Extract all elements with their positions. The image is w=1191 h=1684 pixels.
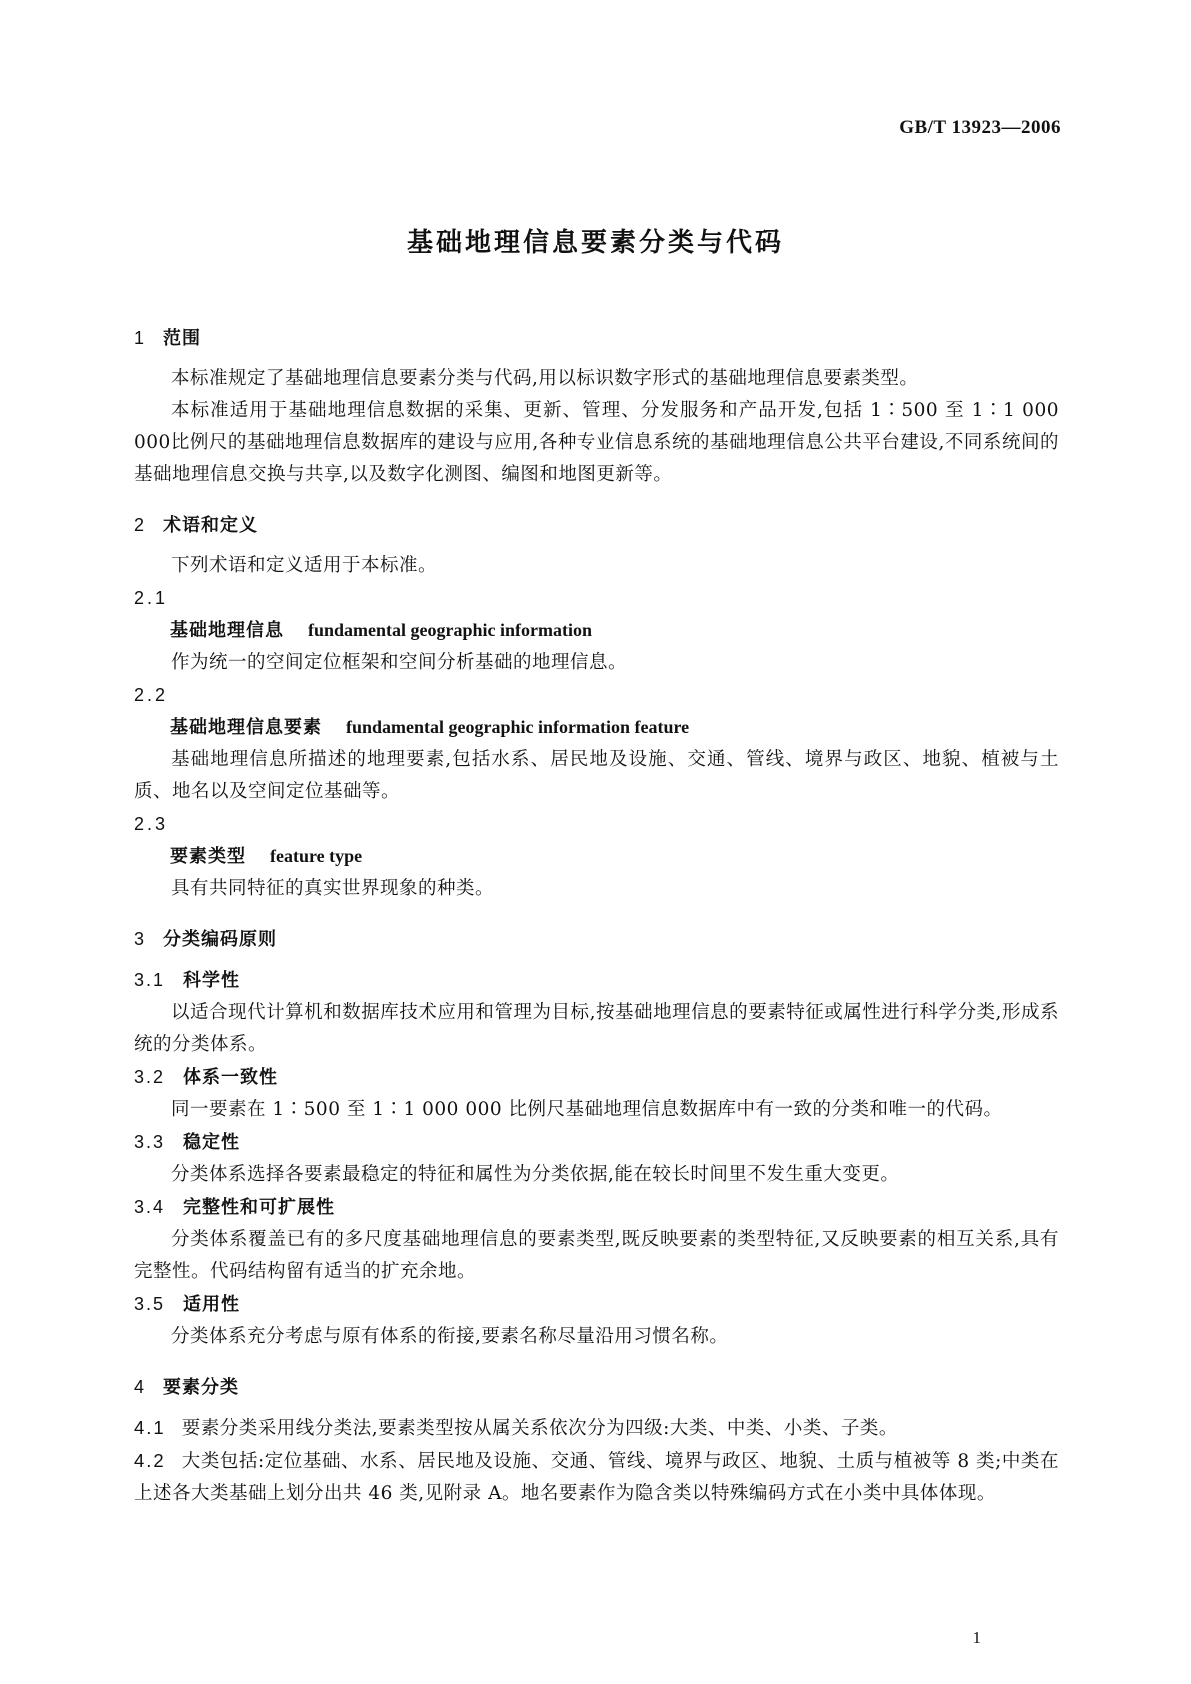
subsection-heading <box>134 964 1059 997</box>
clause-text: 要素分类采用线分类法,要素类型按从属关系依次分为四级:大类、中类、小类、子类。 <box>181 1418 898 1439</box>
term-english: feature type <box>270 846 363 866</box>
page-number: 1 <box>972 1628 981 1647</box>
term-chinese: 基础地理信息 <box>170 620 284 641</box>
subsection-heading <box>134 1191 1059 1224</box>
paragraph: 以适合现代计算机和数据库技术应用和管理为目标,按基础地理信息的要素特征或属性进行科学分类,形成系统的分类体系。 <box>134 1002 1059 1055</box>
section-number: 2 <box>134 515 146 535</box>
section-title: 要素分类 <box>163 1377 240 1398</box>
subsection-title: 适用性 <box>183 1294 241 1315</box>
term-definition: 具有共同特征的真实世界现象的种类。 <box>171 878 495 899</box>
paragraph: 同一要素在 1∶500 至 1∶1 000 000 比例尺基础地理信息数据库中有一致的分类和唯一的代码。 <box>171 1099 1003 1120</box>
term-definition: 基础地理信息所描述的地理要素,包括水系、居民地及设施、交通、管线、境界与政区、地貌、植被与土质、地名以及空间定位基础等。 <box>134 749 1059 802</box>
subsection-number: 3.1 <box>134 970 166 990</box>
subsection-title: 完整性和可扩展性 <box>183 1197 336 1218</box>
paragraph: 本标准规定了基础地理信息要素分类与代码,用以标识数字形式的基础地理信息要素类型。 <box>171 368 919 389</box>
term-english: fundamental geographic information <box>308 620 593 640</box>
subsection-title: 稳定性 <box>183 1132 241 1153</box>
section-number: 4 <box>134 1377 146 1397</box>
paragraph: 本标准适用于基础地理信息数据的采集、更新、管理、分发服务和产品开发,包括 1∶500 至 1∶1 000 000比例尺的基础地理信息数据库的建设与应用,各种专业信息系统的基础地理信息公共平台建设,不同系统间的基础地理信息交换与共享,以及数字化测图、编图和地图更新等。 <box>134 400 1059 485</box>
subsection-heading <box>134 1061 1059 1094</box>
term-entry <box>134 614 1059 647</box>
term-number: 2.1 <box>134 588 169 608</box>
standard-number: GB/T 13923—2006 <box>899 117 1061 138</box>
section-heading-1 <box>134 322 1059 355</box>
paragraph: 分类体系覆盖已有的多尺度基础地理信息的要素类型,既反映要素的类型特征,又反映要素的相互关系,具有完整性。代码结构留有适当的扩充余地。 <box>134 1229 1059 1282</box>
subsection-number: 3.4 <box>134 1197 166 1217</box>
term-entry <box>134 840 1059 873</box>
term-entry <box>134 711 1059 744</box>
subsection-number: 3.5 <box>134 1294 166 1314</box>
section-number: 3 <box>134 929 146 949</box>
paragraph: 分类体系选择各要素最稳定的特征和属性为分类依据,能在较长时间里不发生重大变更。 <box>171 1164 900 1185</box>
clause-number: 4.1 <box>134 1417 166 1438</box>
section-heading-2 <box>134 509 1059 542</box>
section-heading-3 <box>134 923 1059 956</box>
section-title: 范围 <box>163 328 202 349</box>
section-number: 1 <box>134 328 146 348</box>
subsection-number: 3.3 <box>134 1132 166 1152</box>
paragraph: 分类体系充分考虑与原有体系的衔接,要素名称尽量沿用习惯名称。 <box>171 1326 729 1347</box>
section-title: 分类编码原则 <box>163 929 278 950</box>
section-title: 术语和定义 <box>163 515 259 536</box>
document-title: 基础地理信息要素分类与代码 <box>406 228 784 258</box>
term-english: fundamental geographic information feature <box>346 717 690 737</box>
numbered-clause <box>134 1412 1059 1445</box>
numbered-clause <box>134 1445 1059 1510</box>
clause-number: 4.2 <box>134 1450 166 1471</box>
subsection-heading <box>134 1288 1059 1321</box>
subsection-title: 科学性 <box>183 970 241 991</box>
paragraph: 下列术语和定义适用于本标准。 <box>171 555 438 576</box>
subsection-heading <box>134 1126 1059 1159</box>
term-number: 2.3 <box>134 814 169 834</box>
subsection-number: 3.2 <box>134 1067 166 1087</box>
term-chinese: 基础地理信息要素 <box>170 717 322 738</box>
clause-text: 大类包括:定位基础、水系、居民地及设施、交通、管线、境界与政区、地貌、土质与植被等 8 类;中类在上述各大类基础上划分出共 46 类,见附录 A。地名要素作为隐含类以特殊编码方式在小类中具体体现。 <box>134 1451 1059 1504</box>
term-definition: 作为统一的空间定位框架和空间分析基础的地理信息。 <box>171 652 628 673</box>
subsection-title: 体系一致性 <box>183 1067 279 1088</box>
term-number: 2.2 <box>134 685 169 705</box>
section-heading-4 <box>134 1371 1059 1404</box>
term-chinese: 要素类型 <box>170 846 246 867</box>
document-body <box>134 322 1059 1510</box>
